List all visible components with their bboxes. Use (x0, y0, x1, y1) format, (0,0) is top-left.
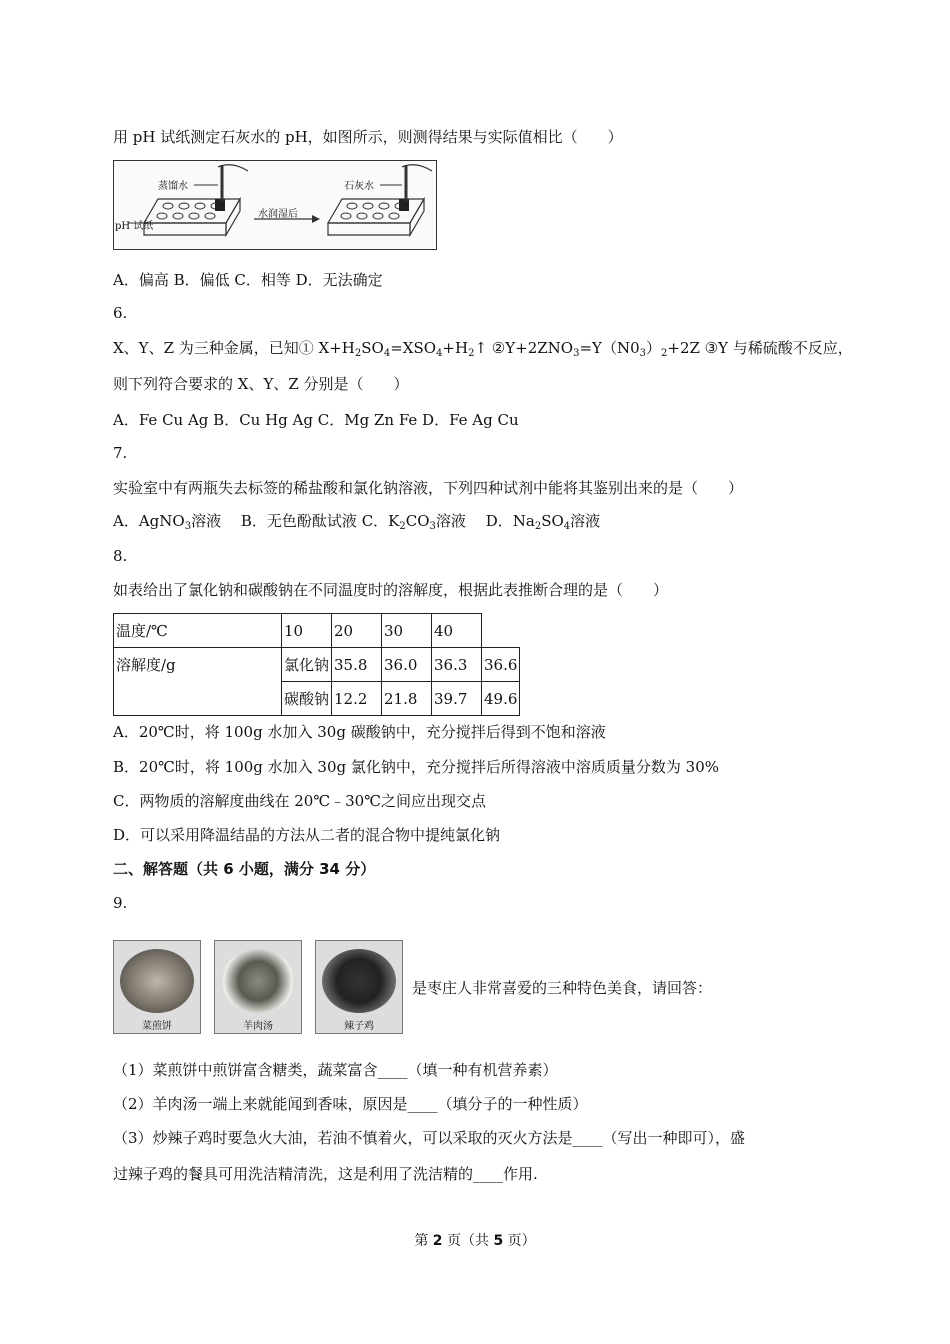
q6-options: A．Fe Cu Ag B．Cu Hg Ag C．Mg Zn Fe D．Fe Ag Cu (113, 411, 519, 429)
table-cell: 碳酸钠 (282, 682, 332, 716)
table-cell: 36.0 (382, 648, 432, 682)
ph-test-figure (113, 160, 437, 250)
solubility-header: 溶解度/g (114, 648, 282, 716)
q9-part-2: （2）羊肉汤一端上来就能闻到香味，原因是____（填分子的一种性质） (113, 1095, 588, 1113)
table-cell: 氯化钠 (282, 648, 332, 682)
food-photo-mutton-soup (214, 940, 302, 1034)
q9-part-3: （3）炒辣子鸡时要急火大油，若油不慎着火，可以采取的灭火方法是____（写出一种即可），盛 (113, 1129, 746, 1147)
q9-intro: 是枣庄人非常喜爱的三种特色美食，请回答： (412, 979, 713, 997)
table-cell: 36.6 (482, 648, 520, 682)
q5-options: A．偏高 B．偏低 C．相等 D．无法确定 (113, 271, 383, 289)
page-number: 2 (432, 1233, 443, 1249)
q8-option-b: B．20℃时，将 100g 水加入 30g 氯化钠中，充分搅拌后所得溶液中溶质质量分数为 30% (113, 758, 719, 776)
label-distilled-water: 蒸馏水 (158, 181, 188, 192)
food-photo-spicy-chicken (315, 940, 403, 1034)
q5-stem: 用 pH 试纸测定石灰水的 pH，如图所示，则测得结果与实际值相比（ ） (113, 128, 623, 146)
label-wetted: 水润湿后 (258, 209, 298, 220)
q8-number: 8. (113, 547, 128, 565)
page-footer: 第 2 页（共 5 页） (414, 1233, 536, 1249)
label-limewater: 石灰水 (344, 181, 374, 192)
q8-option-a: A．20℃时，将 100g 水加入 30g 碳酸钠中，充分搅拌后得到不饱和溶液 (113, 723, 606, 741)
table-cell: 35.8 (332, 648, 382, 682)
q9-part-3-cont: 过辣子鸡的餐具可用洗洁精清洗，这是利用了洗洁精的____作用. (113, 1165, 538, 1183)
q6-stem: X、Y、Z 为三种金属，已知① $X+H_2SO_4=XSO_4+H_2↑$ $②Y+2ZNO_3=Y(N0_3)_2+2Z$ ③Y 与稀硫酸不反应， (113, 339, 853, 359)
table-row (114, 648, 520, 682)
food-caption: 辣子鸡 (344, 1021, 374, 1032)
table-cell: 39.7 (432, 682, 482, 716)
table-cell: 36.3 (432, 648, 482, 682)
section-2-heading: 二、解答题（共 6 小题，满分 34 分） (113, 860, 376, 878)
table-cell (482, 614, 520, 648)
food-caption: 菜煎饼 (142, 1021, 172, 1032)
q6-number: 6. (113, 304, 128, 322)
food-photo-pancake (113, 940, 201, 1034)
temp-header: 温度/℃ (114, 614, 282, 648)
table-cell: 30 (382, 614, 432, 648)
q7-number: 7. (113, 444, 128, 462)
table-cell: 20 (332, 614, 382, 648)
q9-number: 9. (113, 894, 128, 912)
table-cell: 40 (432, 614, 482, 648)
label-ph-paper: pH 试纸 (115, 221, 154, 232)
table-row (114, 614, 520, 648)
q8-option-d: D．可以采用降温结晶的方法从二者的混合物中提纯氯化钠 (113, 826, 501, 844)
q7-stem: 实验室中有两瓶失去标签的稀盐酸和氯化钠溶液，下列四种试剂中能将其鉴别出来的是（ ） (113, 479, 744, 497)
q9-part-1: （1）菜煎饼中煎饼富含糖类，蔬菜富含____（填一种有机营养素） (113, 1061, 558, 1079)
q7-options: A．AgNO$_3$溶液 B．无色酚酞试液 C．$K_2CO_3$溶液 D．$Na_2SO_4$溶液 (113, 512, 601, 532)
q8-stem: 如表给出了氯化钠和碳酸钠在不同温度时的溶解度，根据此表推断合理的是（ ） (113, 581, 669, 599)
q8-option-c: C．两物质的溶解度曲线在 20℃﹣30℃之间应出现交点 (113, 792, 486, 810)
food-caption: 羊肉汤 (243, 1021, 273, 1032)
table-cell: 21.8 (382, 682, 432, 716)
table-cell: 49.6 (482, 682, 520, 716)
table-cell: 12.2 (332, 682, 382, 716)
q6-stem-line2: 则下列符合要求的 X、Y、Z 分别是（ ） (113, 375, 409, 393)
solubility-table (113, 613, 520, 716)
table-cell: 10 (282, 614, 332, 648)
total-pages: 5 (493, 1233, 504, 1249)
